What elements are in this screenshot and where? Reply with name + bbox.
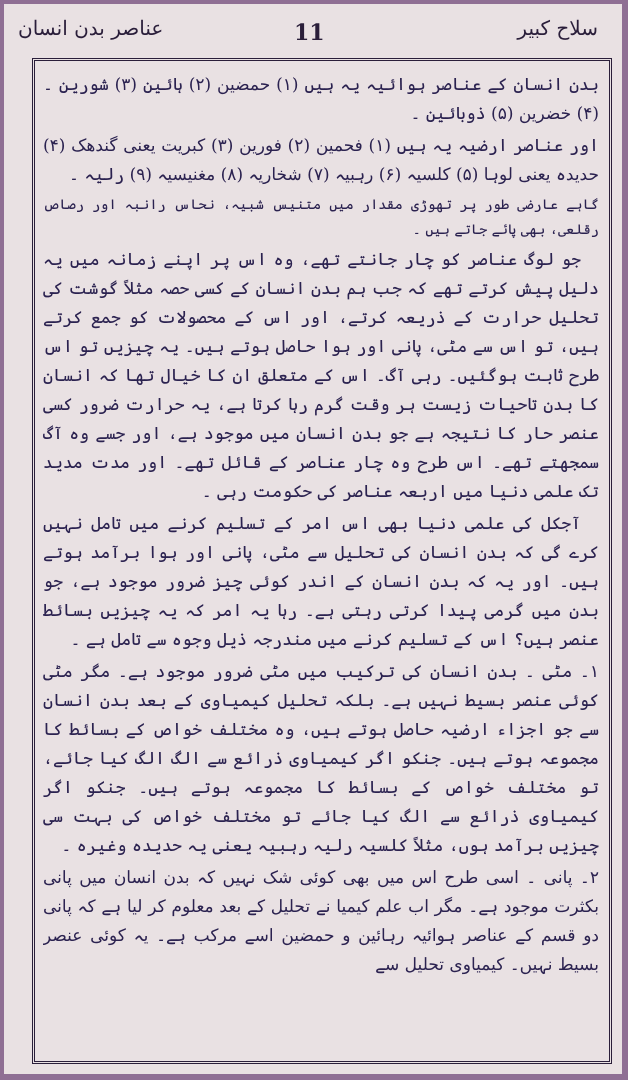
- paragraph-earthy-elements: اور عناصر ارضیہ یہ ہیں (۱) فحمین (۲) فورین (۳) کبریت یعنی گندھک (۴) حدیدہ یعنی لوہا (۵) کلسیہ (۶) رہبیہ (۷) شخاریہ (۸) مغنیسیہ (۹) رلیہ ۔: [43, 136, 599, 185]
- text-frame: [32, 58, 612, 1064]
- page-body: [43, 71, 599, 1051]
- paragraph-modern-science: آجکل کی علمی دنیا بھی اس امر کے تسلیم کرنے میں تامل نہیں کرے گی کہ بدن انسان کی تحلیل سے مٹی، پانی اور ہوا برآمد ہوتے ہیں۔ اور یہ کہ بدن انسان کے اندر کوئی چیز ضرور موجود ہے، جو بدن میں گرمی پیدا کرتی رہتی ہے۔ رہا یہ امر کہ یہ چیزیں بسائط عنصر ہیں؟ اس کے تسلیم کرنے میں مندرجہ ذیل وجوہ سے تامل ہے ۔: [43, 514, 599, 650]
- paragraph-water: ۲۔ پانی ۔ اسی طرح اس میں بھی کوئی شک نہیں کہ بدن انسان میں پانی بکثرت موجود ہے۔ مگر اب علم کیمیا نے تحلیل کے بعد معلوم کر لیا ہے کہ پانی دو قسم کے عناصر ہوائیہ رہائین و حمضین اسے مرکب ہے۔ یہ کوئی عنصر بسیط نہیں۔ کیمیاوی تحلیل سے: [43, 868, 599, 975]
- header-chapter-title: عناصر بدن انسان: [18, 16, 164, 40]
- header-book-title: سلاح کبیر: [517, 16, 598, 40]
- book-page: [4, 4, 622, 1074]
- paragraph-soil: ۱۔ مٹی ۔ بدن انسان کی ترکیب میں مٹی ضرور موجود ہے۔ مگر مٹی کوئی عنصر بسیط نہیں ہے۔ بلکہ تحلیل کیمیاوی کے بعد بدن انسان سے جو اجزاء ارضیہ حاصل ہوتے ہیں، وہ مختلف خواص کے بسائط کا مجموعہ ہوتے ہیں۔ جنکو اگر کیمیاوی ذرائع سے الگ الگ کیا جائے، تو مختلف خواص کے بسائط کا مجموعہ ہوتے ہیں۔ جنکو اگر کیمیاوی ذرائع سے الگ کیا جائے تو مختلف خواص کی بہت سی چیزیں برآمد ہوں، مثلاً کلسیہ رلیہ رہبیہ یعنی یہ حدیدہ وغیرہ ۔: [43, 662, 599, 856]
- paragraph-gaseous-elements: بدن انسان کے عناصر ہوائیہ یہ ہیں (۱) حمضین (۲) ہائین (۳) شورین ۔ (۴) خضرین (۵) ذوبائین ۔: [43, 75, 599, 124]
- paragraph-trace-elements: گاہے عارضی طور پر تھوڑی مقدار میں متنیس شبیہ، نحاس رانبہ اور رصاص رقلعی، بھی پائے جاتے ہیں ۔: [43, 197, 599, 238]
- page-number: 11: [294, 20, 325, 46]
- paragraph-four-elements: جو لوگ عناصر کو چار جانتے تھے، وہ اس پر اپنے زمانہ میں یہ دلیل پیش کرتے تھے کہ جب ہم بدن انسان کے کسی حصہ مثلاً گوشت کی تحلیل حرارت کے ذریعہ کرتے، اور اس کے محصولات کو جمع کرتے ہیں، تو اس سے مٹی، پانی اور ہوا حاصل ہوتے ہیں۔ یہ چیزیں تو اس طرح ثابت ہوگئیں۔ رہی آگ۔ اس کے متعلق ان کا خیال تھا کہ انسان کا بدن تاحیات زیست ہر وقت گرم رہا کرتا ہے، یہ حرارت ضرور کسی عنصر حار کا نتیجہ ہے جو بدن انسان میں موجود ہے، اور جسے وہ آگ سمجھتے تھے۔ اس طرح وہ چار عناصر کے قائل تھے۔ اور مدت مدید تک علمی دنیا میں اربعہ عناصر کی حکومت رہی ۔: [43, 250, 599, 502]
- page-header: [4, 6, 622, 50]
